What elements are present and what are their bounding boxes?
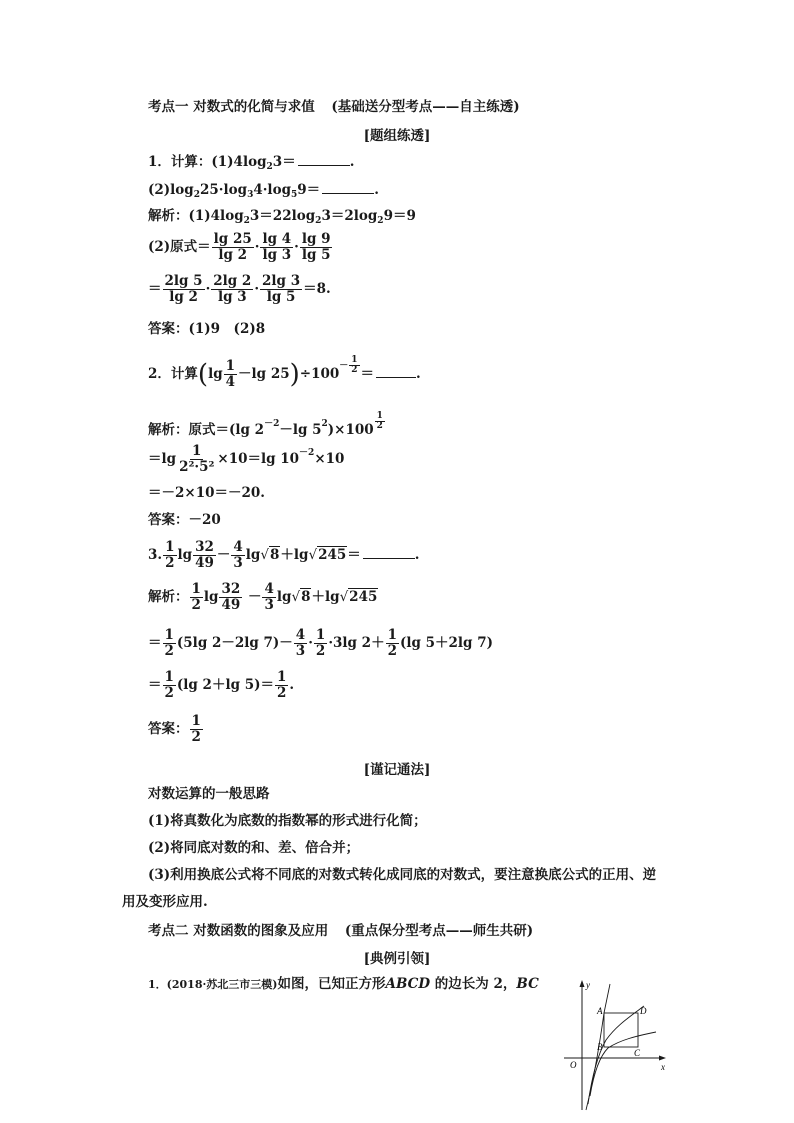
label-b: B (597, 1042, 603, 1052)
fraction: $\frac{4}{3}$ (233, 539, 243, 571)
fraction: $\frac{2\lg 3}{\lg 5}$ (262, 273, 301, 305)
q3-solution-2: ＝ $\frac{1}{2}$ (5lg 2－2lg 7)－ $\frac{4}{3}$ · $\frac{1}{2}$ ·3lg 2＋ $\frac{1}{2}$ (lg 5＋2lg 7) (148, 627, 493, 659)
fraction: $\frac{1}{2}$ (387, 627, 397, 659)
q1-solution-1: 解析：$(1)4\log_23=22\log_23=2\log_29=9$ (148, 208, 416, 226)
fraction: $\frac{1}{4}$ (225, 358, 236, 390)
fraction: $\frac{1}{2}$ (164, 627, 174, 659)
fraction: $\frac{4}{3}$ (264, 581, 274, 613)
q2-answer: 答案：－20 (148, 512, 221, 528)
fraction: $\frac{\lg 9}{\lg 5}$ (301, 231, 331, 263)
fraction: $\frac{1}{2}$ (164, 669, 174, 701)
section1-title: 考点一 对数式的化简与求值 (148, 99, 315, 115)
q1-line2: $(2)\log_225\cdot\log_34\cdot\log_59=$ . (148, 182, 379, 200)
fraction: $\frac{1}{2}$ (165, 539, 175, 571)
q2-solution-1: 解析：原式＝(lg $2^{-2}-\lg$ $5^2)\times 100$ $^{\frac{1}{2}}$ (148, 411, 383, 438)
label-d: D (640, 1006, 647, 1016)
function-graph-figure (558, 976, 670, 1114)
section2-title: 考点二 对数函数的图象及应用 (148, 923, 329, 939)
q2-question: 2．计算(lg $\frac{1}{4}$ －lg $25)\div 100^{- \frac{1}{2}}$ ＝ . (148, 355, 421, 390)
q3-question: 3. $\frac{1}{2}$ lg $\frac{32}{49}$ － $\frac{4}{3}$ lg√8＋lg√245＝ . (148, 539, 420, 571)
label-y: y (586, 980, 590, 990)
method-point-3: (3)利用换底公式将不同底的对数式转化成同底的对数式，要注意换底公式的正用、逆 (148, 867, 657, 883)
fraction: $\frac{1}{2}$ (277, 669, 287, 701)
section1-tag: (基础送分型考点——自主练透) (331, 99, 520, 115)
method-subhead: [谨记通法] (363, 762, 431, 778)
y-axis-arrow (580, 980, 585, 987)
method-point-2: (2)将同底对数的和、差、倍合并； (148, 840, 360, 856)
answer-blank (363, 546, 415, 559)
fraction: $\frac{1}{\text{2²·5²}}$ (179, 443, 215, 475)
method-point-3-cont: 用及变形应用. (122, 894, 208, 910)
fraction: $\frac{32}{49}$ (195, 539, 214, 571)
q3-solution-1: 解析： $\frac{1}{2}$ lg $\frac{32}{49}$ － $\frac{4}{3}$ lg√8＋lg√245 (148, 581, 378, 613)
method-point-1: (1)将真数化为底数的指数幂的形式进行化简； (148, 813, 427, 829)
q3-answer: 答案： $\frac{1}{2}$ (148, 713, 201, 745)
q2-solution-2: ＝lg $\frac{1}{\text{2²·5²}}$ ×10＝lg $10^{-2}\times 10$ (148, 443, 345, 475)
fraction: $\frac{1}{2}$ (191, 581, 201, 613)
section2-tag: (重点保分型考点——师生共研) (344, 923, 534, 939)
label-o: O (570, 1060, 577, 1070)
fraction: $\frac{2\lg 2}{\lg 3}$ (213, 273, 252, 305)
answer-blank (298, 153, 350, 166)
fraction: $\frac{1}{2}$ (191, 713, 201, 745)
label-c: C (634, 1048, 641, 1058)
label-a: A (597, 1006, 603, 1016)
answer-blank (322, 181, 374, 194)
fraction: $\frac{1}{2}$ (315, 627, 326, 659)
method-title: 对数运算的一般思路 (148, 786, 270, 802)
q1-solution-3: ＝ $\frac{2\lg 5}{\lg 2}$ · $\frac{2\lg 2}{\lg 3}$ · $\frac{2\lg 3}{\lg 5}$ ＝8. (148, 273, 331, 305)
q1-answer: 答案：(1)9 (2)8 (148, 321, 266, 337)
fraction: $\frac{32}{49}$ (221, 581, 241, 613)
section2-subhead: [典例引领] (363, 951, 431, 967)
x-axis-arrow (659, 1056, 666, 1061)
section2-q1: 1．(2018·苏北三市三模)如图，已知正方形ABCD 的边长为 2，BC (148, 976, 539, 992)
fraction: $\frac{\lg 4}{\lg 3}$ (262, 231, 292, 263)
section1-header (148, 98, 520, 116)
fraction: $\frac{4}{3}$ (295, 627, 306, 659)
section2-header (148, 922, 533, 940)
fraction: $\frac{2\lg 5}{\lg 2}$ (164, 273, 203, 305)
answer-blank (376, 365, 416, 378)
q3-solution-3: ＝ $\frac{1}{2}$ (lg 2＋lg 5)＝ $\frac{1}{2}$ . (148, 669, 295, 701)
label-x: x (661, 1062, 665, 1072)
q2-solution-3: ＝－2×10＝－20. (148, 485, 265, 501)
q1-solution-2: (2)原式＝ $\frac{\lg 25}{\lg 2}$ · $\frac{\lg 4}{\lg 3}$ · $\frac{\lg 9}{\lg 5}$ (148, 231, 331, 263)
section1-subhead: [题组练透] (363, 128, 431, 144)
q1-line1: 1．计算：$(1)4\log_23=$ . (148, 154, 355, 172)
fraction: $\frac{\lg 25}{\lg 2}$ (213, 231, 252, 263)
